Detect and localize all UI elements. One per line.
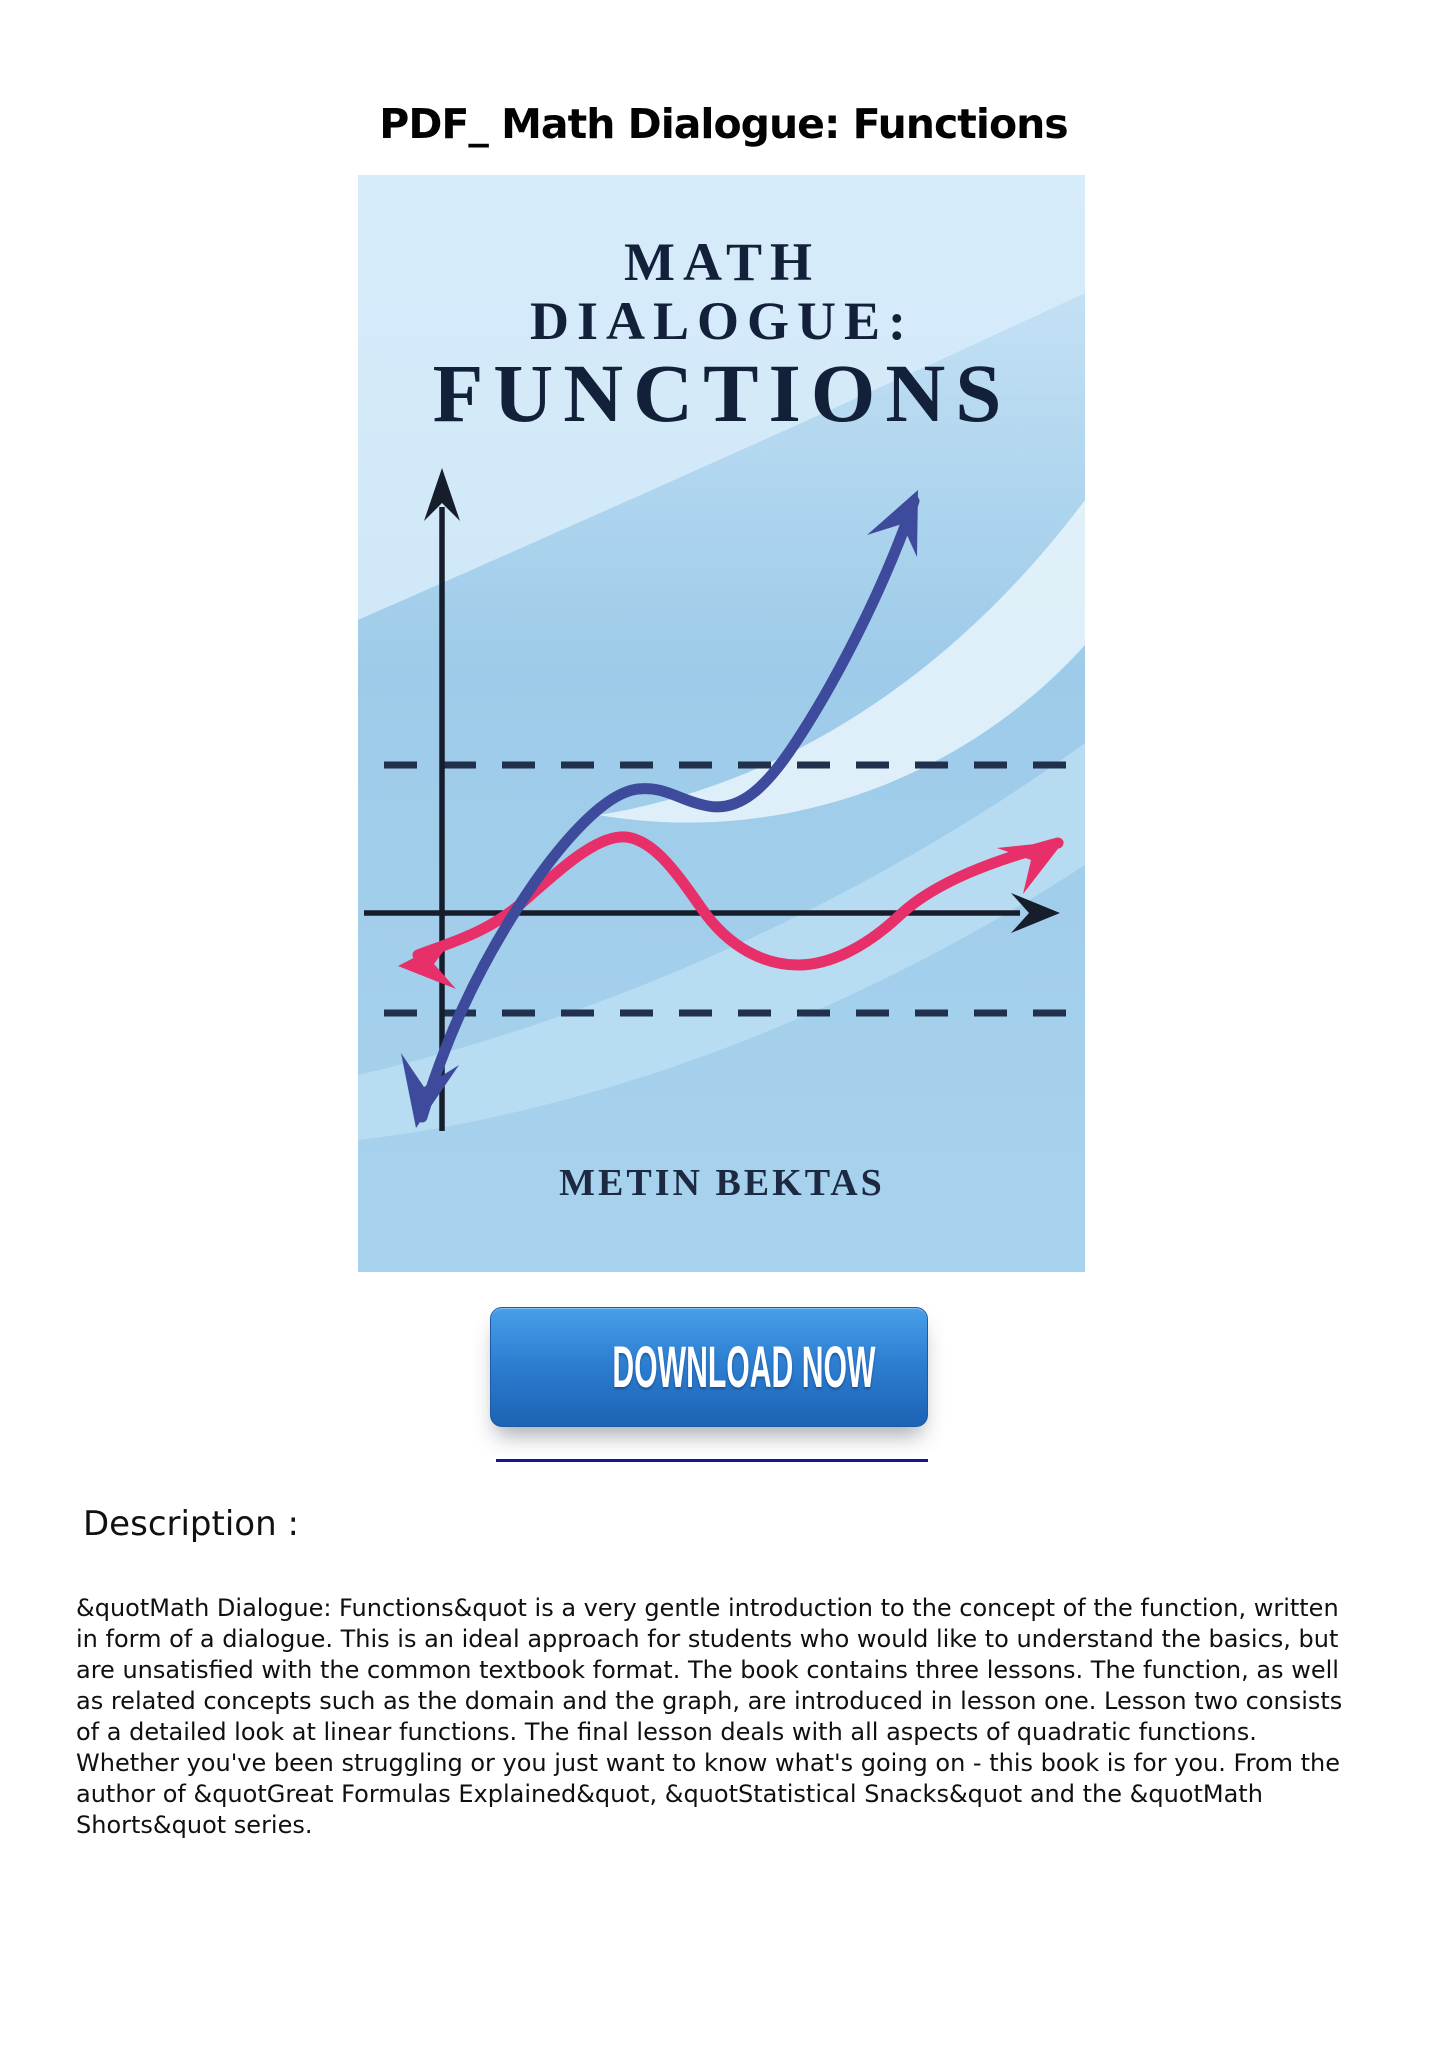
download-button-label: DOWNLOAD NOW (612, 1334, 876, 1400)
download-now-button[interactable] (490, 1307, 928, 1427)
cover-title-line3: FUNCTIONS (432, 347, 1012, 439)
description-heading: Description : (83, 1504, 299, 1544)
description-text: &quotMath Dialogue: Functions&quot is a very gentle introduction to the concept of the function, written in form of a dialogue. This is an ideal approach for students who would like to understand the basics, but are unsatisfied with the common textbook format. The book contains three lessons. The function, as well as related concepts such as the domain and the graph, are introduced in lesson one. Lesson two consists of a detailed look at linear functions. The final lesson deals with all aspects of quadratic functions. Whether you've been struggling or you just want to know what's going on - this book is for you. From the author of &quotGreat Formulas Explained&quot, &quotStatistical Snacks&quot and the &quotMath Shorts&quot series. (76, 1594, 1343, 1839)
book-cover (358, 175, 1085, 1272)
cover-author: METIN BEKTAS (559, 1162, 885, 1204)
page-title: PDF_ Math Dialogue: Functions (379, 100, 1068, 148)
book-cover-art (358, 175, 1085, 1272)
cover-title-line2: DIALOGUE: (529, 291, 915, 351)
download-link-underline[interactable] (496, 1459, 928, 1462)
cover-title-line1: MATH (624, 232, 820, 292)
download-button-label-area[interactable] (491, 1308, 928, 1426)
